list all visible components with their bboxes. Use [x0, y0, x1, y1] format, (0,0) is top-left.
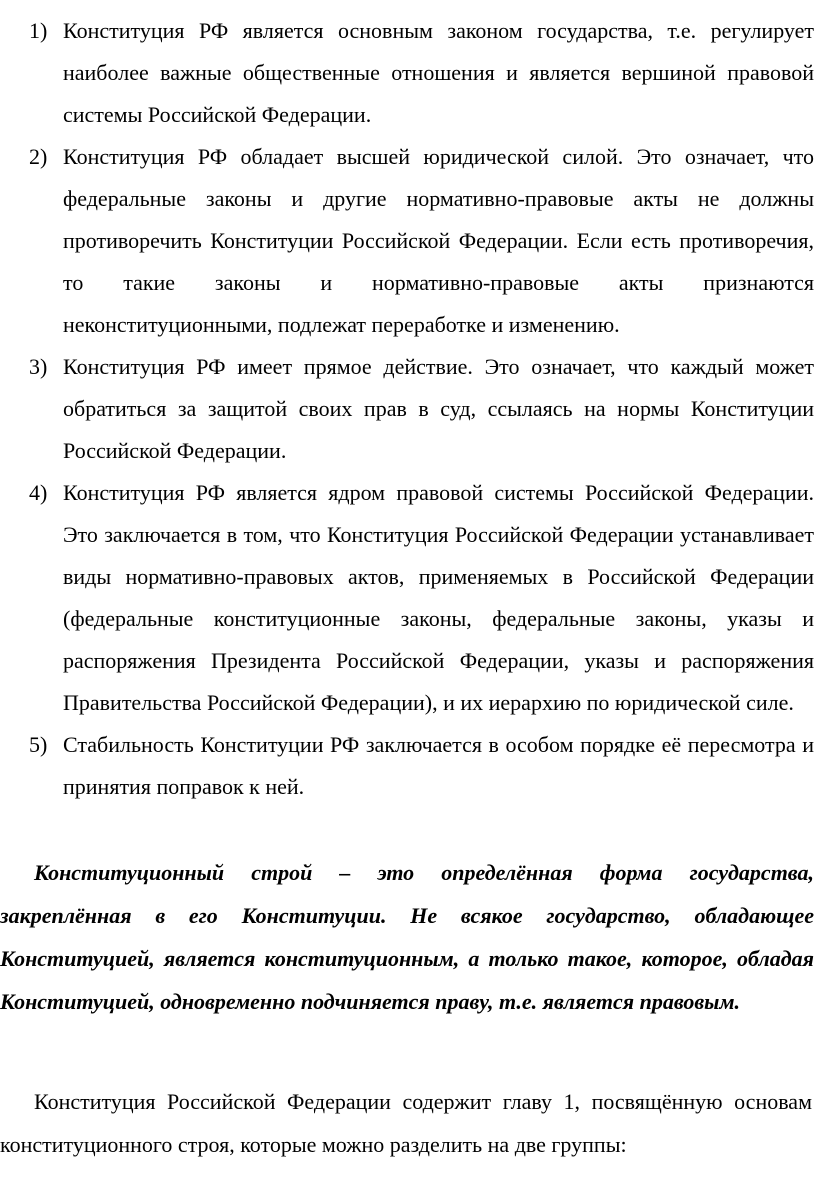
definition-paragraph: Конституционный строй – это определённая форма государства, закреплённая в его Конституции. Не всякое государство, обладающее Конституцией, является конституционным, а только такое, которое, обладая Конституцией, одновременно подчиняется праву, т.е. является правовым. [0, 860, 814, 1014]
list-item-text: Конституция РФ обладает высшей юридической силой. Это означает, что федеральные законы и другие нормативно-правовые акты не должны противоречить Конституции Российской Федерации. Если есть противоречия, то такие законы и нормативно-правовые акты признаются неконституционными, подлежат переработке и изменению. [63, 144, 814, 337]
numbered-list [0, 10, 816, 808]
list-item [0, 724, 816, 808]
list-item-number: 3) [29, 354, 48, 379]
list-item-number: 4) [29, 480, 48, 505]
list-item-text: Конституция РФ является ядром правовой системы Российской Федерации. Это заключается в том, что Конституция Российской Федерации устанавливает виды нормативно-правовых актов, применяемых в Российской Федерации (федеральные конституционные законы, федеральные законы, указы и распоряжения Президента Российской Федерации, указы и распоряжения Правительства Российской Федерации), и их иерархию по юридической силе. [63, 480, 814, 715]
list-item-text: Конституция РФ имеет прямое действие. Это означает, что каждый может обратиться за защитой своих прав в суд, ссылаясь на нормы Конституции Российской Федерации. [63, 354, 814, 463]
list-item [0, 136, 816, 346]
list-item-text: Конституция РФ является основным законом государства, т.е. регулирует наиболее важные общественные отношения и является вершиной правовой системы Российской Федерации. [63, 18, 814, 127]
intro-paragraph: Конституция Российской Федерации содержит главу 1, посвящённую основам конституционного строя, которые можно разделить на две группы: [0, 1089, 812, 1157]
list-item [0, 472, 816, 724]
list-item-number: 5) [29, 732, 48, 757]
list-item-text: Стабильность Конституции РФ заключается в особом порядке её пересмотра и принятия поправок к ней. [63, 732, 814, 799]
list-item-number: 1) [29, 18, 48, 43]
list-item-number: 2) [29, 144, 48, 169]
list-item [0, 10, 816, 136]
list-item [0, 346, 816, 472]
